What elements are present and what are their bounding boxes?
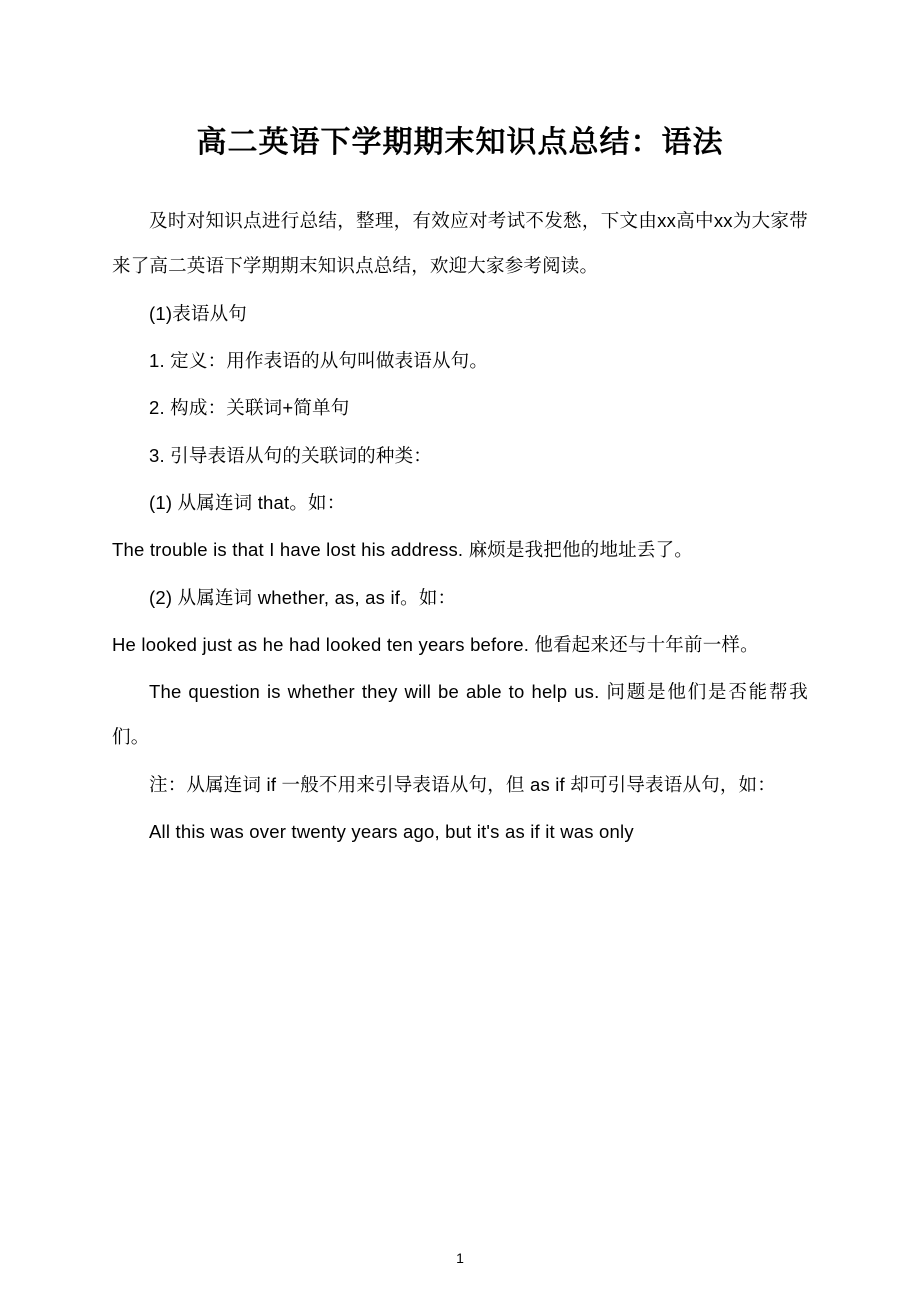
paragraph-item-1: 1. 定义：用作表语的从句叫做表语从句。 xyxy=(149,349,489,371)
page-number: 1 xyxy=(456,1250,464,1266)
paragraph-example-2: He looked just as he had looked ten years before. 他看起来还与十年前一样。 xyxy=(112,633,759,655)
paragraph-item-3-1: (1) 从属连词 that。如： xyxy=(149,491,346,513)
paragraph-example-3: The question is whether they will be able to help us. 问题是他们是否能帮我们。 xyxy=(112,681,808,748)
paragraph-item-2: 2. 构成：关联词+简单句 xyxy=(149,397,350,419)
paragraph-section-1: (1)表语从句 xyxy=(149,302,248,324)
paragraph-example-1: The trouble is that I have lost his address. 麻烦是我把他的地址丢了。 xyxy=(112,539,693,561)
paragraph-note-1: 注：从属连词 if 一般不用来引导表语从句，但 as if 却可引导表语从句，如： xyxy=(149,773,776,795)
paragraph-item-3-2: (2) 从属连词 whether, as, as if。如： xyxy=(149,586,457,608)
paragraph-item-3: 3. 引导表语从句的关联词的种类： xyxy=(149,444,432,466)
page-title: 高二英语下学期期末知识点总结：语法 xyxy=(196,126,724,159)
paragraph-example-4: All this was over twenty years ago, but it's as if it was only xyxy=(149,821,634,843)
paragraph-intro: 及时对知识点进行总结，整理，有效应对考试不发愁，下文由xx高中xx为大家带来了高二英语下学期期末知识点总结，欢迎大家参考阅读。 xyxy=(112,210,808,277)
